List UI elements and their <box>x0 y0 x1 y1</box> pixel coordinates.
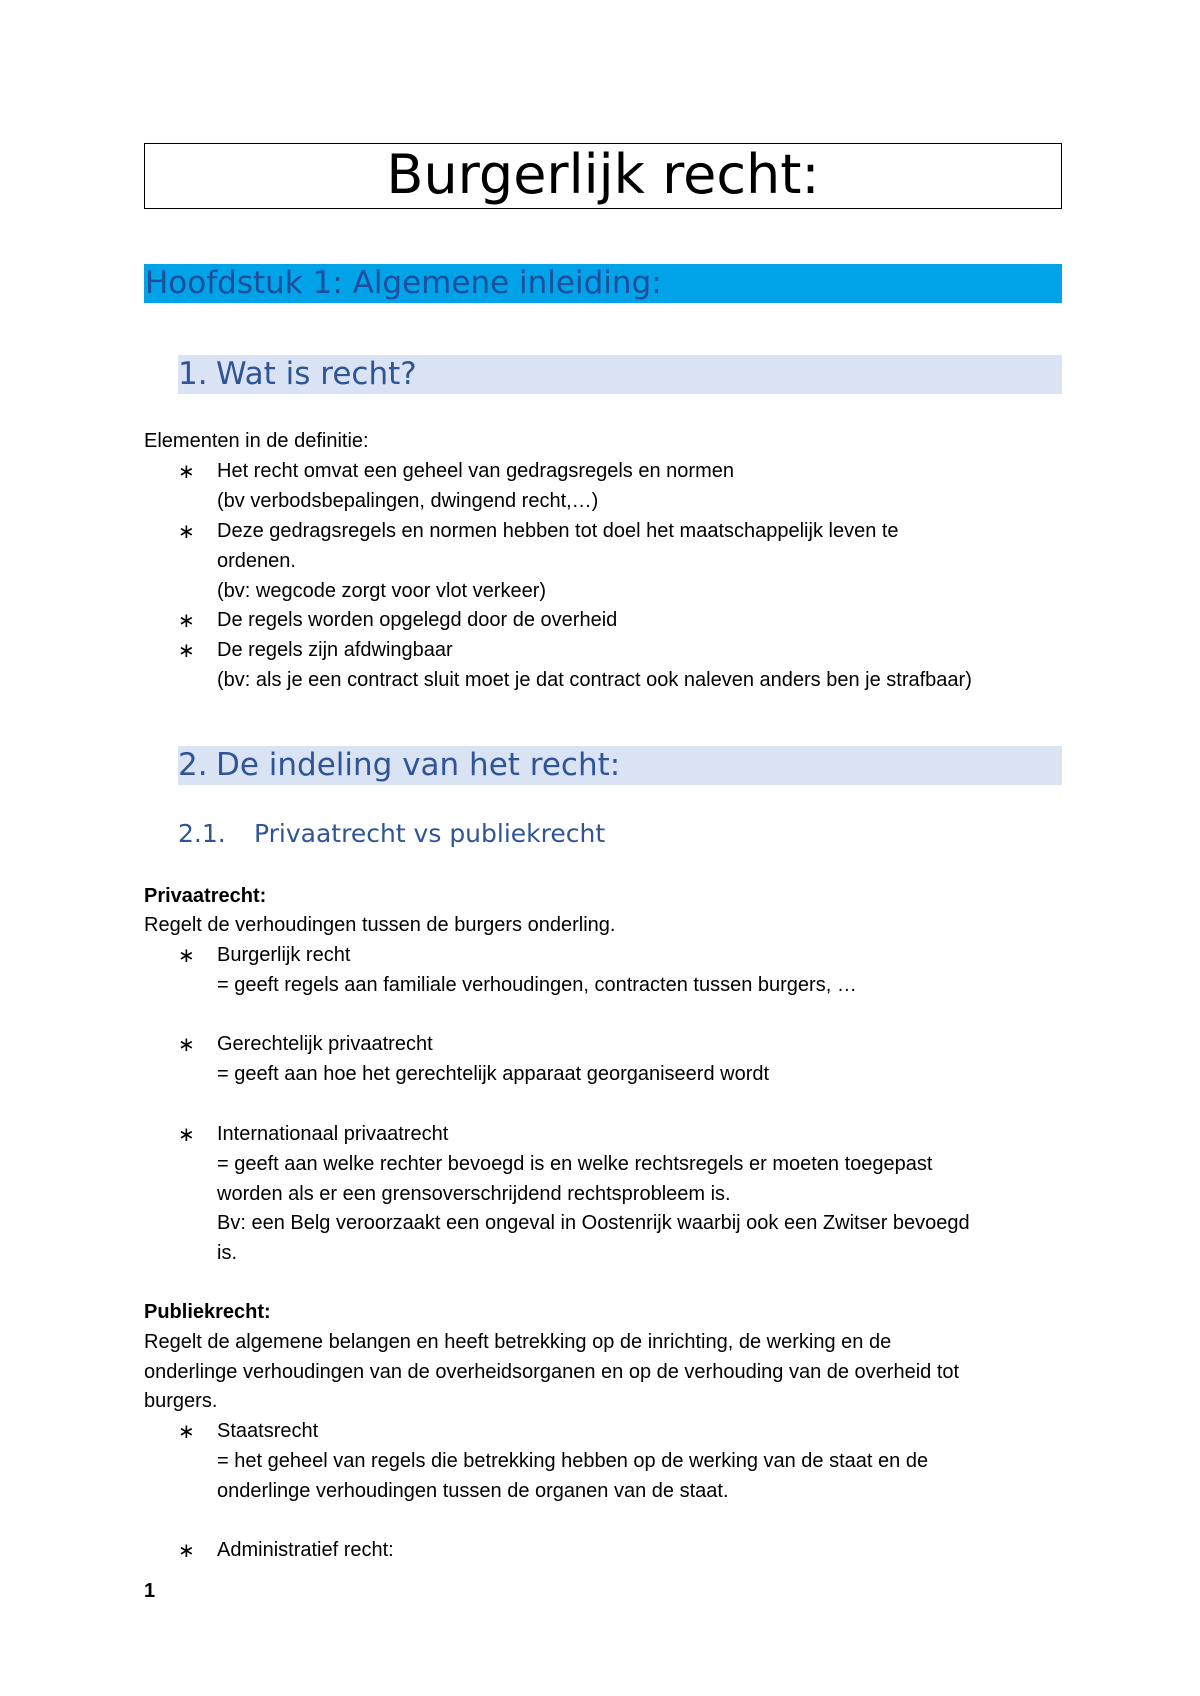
intro-label: Elementen in de definitie: <box>144 430 369 452</box>
asterisk-bullet-icon: ∗ <box>178 1538 195 1562</box>
list-item-definition-cont: worden als er een grensoverschrijdend rechtsprobleem is. <box>217 1183 731 1205</box>
list-item-note: (bv verbodsbepalingen, dwingend recht,…) <box>217 490 599 512</box>
list-item-definition: = het geheel van regels die betrekking hebben op de werking van de staat en de <box>217 1450 929 1472</box>
page-number: 1 <box>144 1580 156 1602</box>
asterisk-bullet-icon: ∗ <box>178 1122 195 1146</box>
section-title: Wat is recht? <box>216 356 417 392</box>
list-item: Internationaal privaatrecht <box>217 1123 449 1145</box>
list-item-definition-cont: onderlinge verhoudingen tussen de organen van de staat. <box>217 1480 729 1502</box>
chapter-heading: Hoofdstuk 1: Algemene inleiding: <box>144 264 1062 303</box>
list-item-definition: = geeft aan welke rechter bevoegd is en welke rechtsregels er moeten toegepast <box>217 1153 933 1175</box>
asterisk-bullet-icon: ∗ <box>178 1419 195 1443</box>
asterisk-bullet-icon: ∗ <box>178 459 195 483</box>
list-item-note: (bv: als je een contract sluit moet je dat contract ook naleven anders ben je strafbaar) <box>217 669 972 691</box>
list-item-cont: ordenen. <box>217 550 296 572</box>
subsection-heading-2-1 <box>178 818 605 850</box>
section-number: 2. <box>178 747 208 783</box>
privaat-heading: Privaatrecht: <box>144 885 267 907</box>
subsection-number: 2.1. <box>178 819 226 848</box>
list-item: Staatsrecht <box>217 1420 319 1442</box>
list-item-note: (bv: wegcode zorgt voor vlot verkeer) <box>217 580 547 602</box>
publiek-heading: Publiekrecht: <box>144 1301 271 1323</box>
asterisk-bullet-icon: ∗ <box>178 519 195 543</box>
list-item: Het recht omvat een geheel van gedragsregels en normen <box>217 460 734 482</box>
list-item-example: Bv: een Belg veroorzaakt een ongeval in Oostenrijk waarbij ook een Zwitser bevoegd <box>217 1212 970 1234</box>
privaat-description: Regelt de verhoudingen tussen de burgers onderling. <box>144 914 616 936</box>
section-heading-2 <box>178 746 1062 785</box>
list-item: Burgerlijk recht <box>217 944 351 966</box>
subsection-title: Privaatrecht vs publiekrecht <box>254 819 606 848</box>
publiek-description: onderlinge verhoudingen van de overheidsorganen en op de verhouding van de overheid tot <box>144 1361 960 1383</box>
list-item: De regels worden opgelegd door de overheid <box>217 609 618 631</box>
asterisk-bullet-icon: ∗ <box>178 608 195 632</box>
asterisk-bullet-icon: ∗ <box>178 638 195 662</box>
list-item: Administratief recht: <box>217 1539 394 1561</box>
section-title: De indeling van het recht: <box>216 747 621 783</box>
document-title: Burgerlijk recht: <box>144 143 1062 209</box>
asterisk-bullet-icon: ∗ <box>178 943 195 967</box>
list-item-example-cont: is. <box>217 1242 237 1264</box>
list-item: Gerechtelijk privaatrecht <box>217 1033 433 1055</box>
list-item-definition: = geeft regels aan familiale verhoudingen, contracten tussen burgers, … <box>217 974 857 996</box>
asterisk-bullet-icon: ∗ <box>178 1032 195 1056</box>
publiek-description: Regelt de algemene belangen en heeft betrekking op de inrichting, de werking en de <box>144 1331 892 1353</box>
list-item: De regels zijn afdwingbaar <box>217 639 453 661</box>
list-item-definition: = geeft aan hoe het gerechtelijk apparaat georganiseerd wordt <box>217 1063 770 1085</box>
section-heading-1 <box>178 355 1062 394</box>
list-item: Deze gedragsregels en normen hebben tot doel het maatschappelijk leven te <box>217 520 899 542</box>
publiek-description: burgers. <box>144 1390 218 1412</box>
section-number: 1. <box>178 356 208 392</box>
